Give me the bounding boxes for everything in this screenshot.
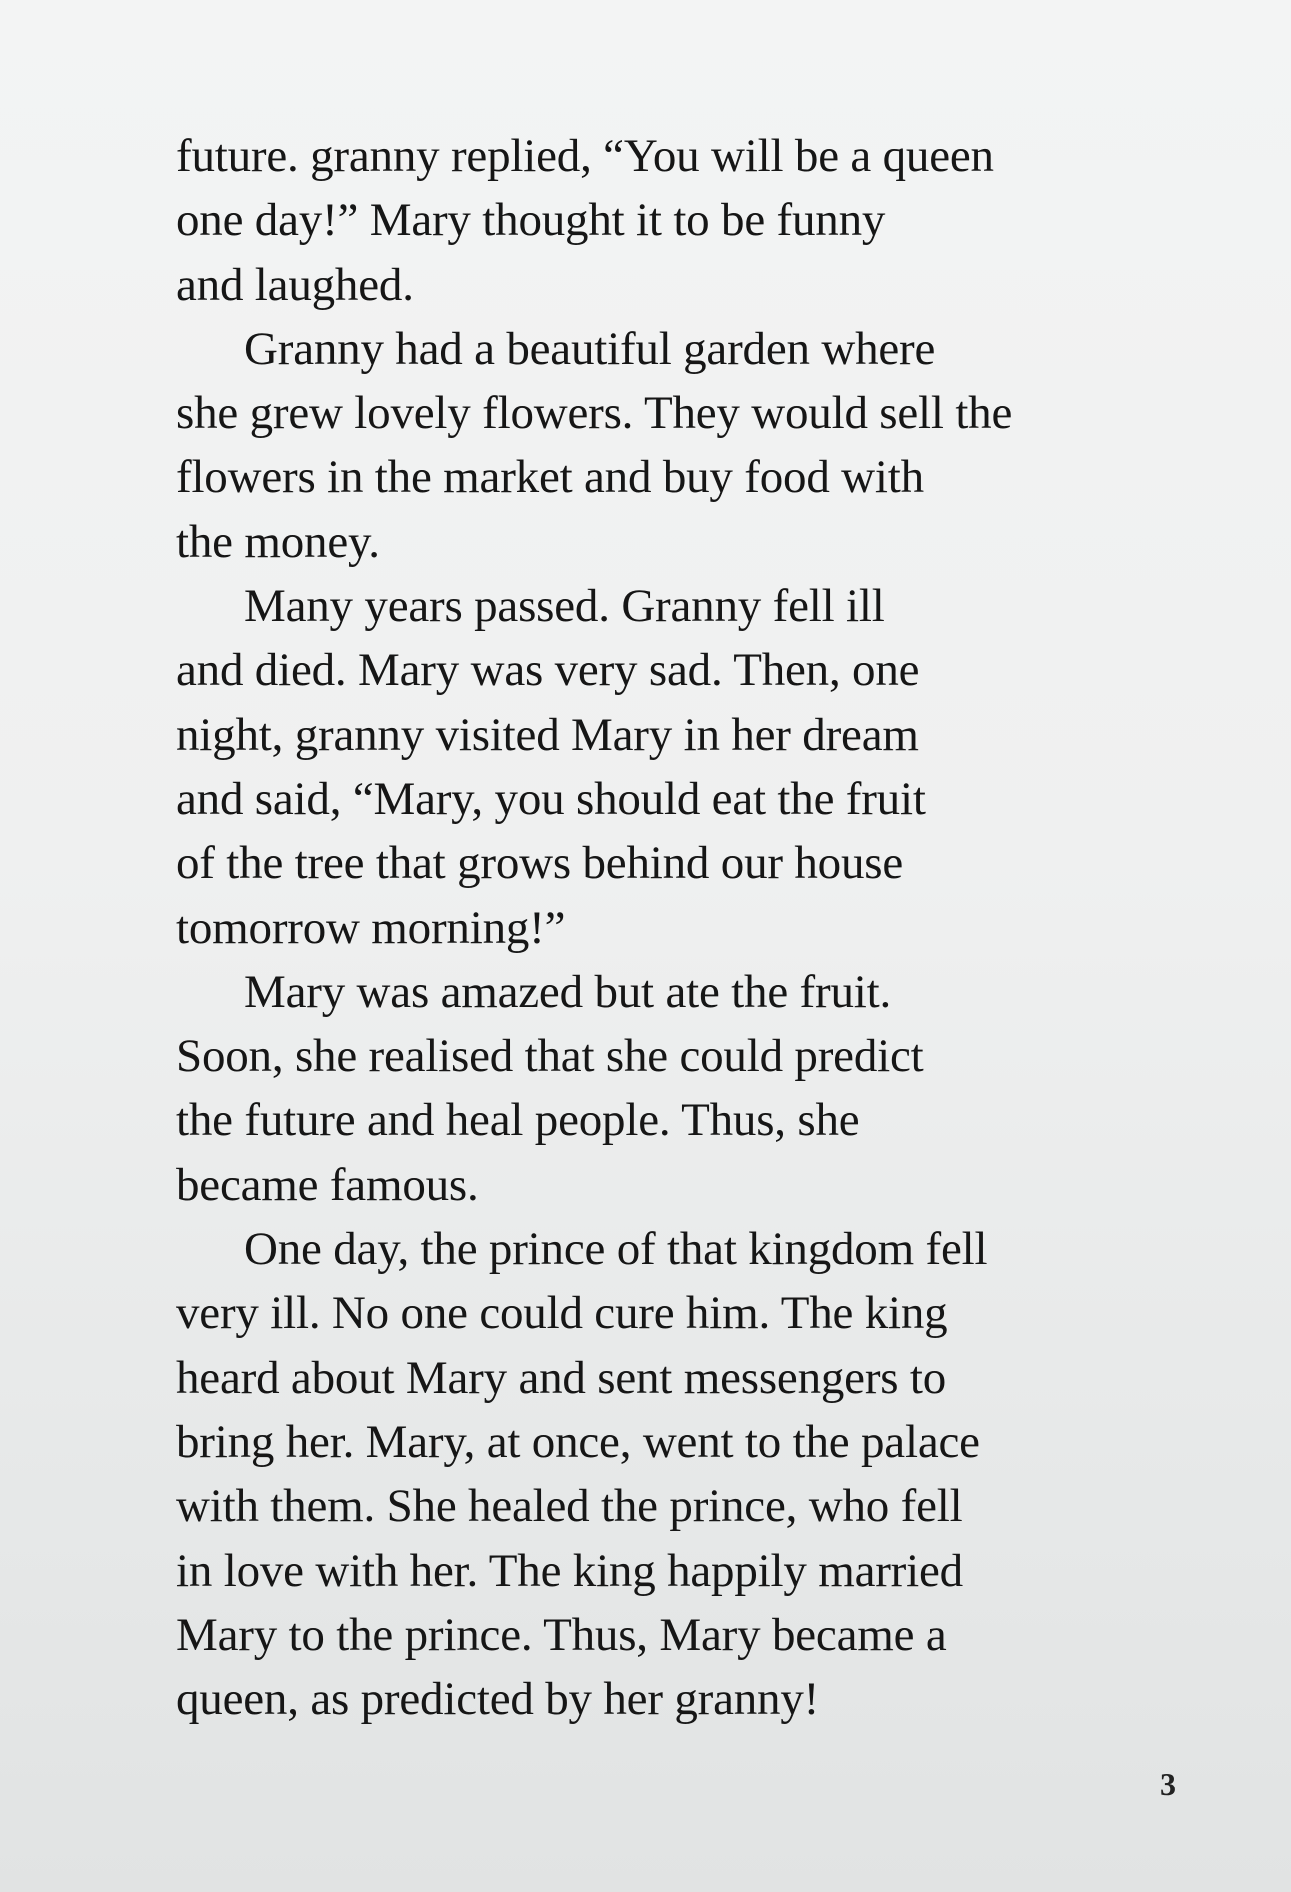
text-line: flowers in the market and buy food with bbox=[176, 451, 924, 504]
text-line: Mary was amazed but ate the fruit. bbox=[244, 965, 892, 1018]
text-line: Soon, she realised that she could predict bbox=[176, 1030, 924, 1083]
paragraph bbox=[176, 1217, 1176, 1731]
paragraph bbox=[176, 317, 1176, 574]
text-line: night, granny visited Mary in her dream bbox=[176, 708, 919, 761]
text-line: one day!” Mary thought it to be funny bbox=[176, 194, 886, 247]
text-line: became famous. bbox=[176, 1158, 479, 1211]
text-line: and laughed. bbox=[176, 258, 414, 311]
text-line: and died. Mary was very sad. Then, one bbox=[176, 644, 920, 697]
story-text bbox=[176, 124, 1176, 1731]
text-line: heard about Mary and sent messengers to bbox=[176, 1351, 947, 1404]
paragraph bbox=[176, 124, 1176, 317]
text-line: very ill. No one could cure him. The king bbox=[176, 1287, 948, 1340]
text-line: the money. bbox=[176, 515, 380, 568]
text-line: future. granny replied, “You will be a queen bbox=[176, 130, 994, 182]
text-line: she grew lovely flowers. They would sell the bbox=[176, 387, 1013, 440]
text-line: tomorrow morning!” bbox=[176, 901, 566, 954]
paragraph bbox=[176, 574, 1176, 960]
text-line: bring her. Mary, at once, went to the palace bbox=[176, 1415, 980, 1468]
text-line: Granny had a beautiful garden where bbox=[244, 322, 936, 375]
text-line: One day, the prince of that kingdom fell bbox=[244, 1223, 988, 1276]
text-line: queen, as predicted by her granny! bbox=[176, 1673, 820, 1726]
text-line: and said, “Mary, you should eat the fruit bbox=[176, 772, 926, 825]
paragraph bbox=[176, 960, 1176, 1217]
text-line: Mary to the prince. Thus, Mary became a bbox=[176, 1608, 947, 1661]
page-number: 3 bbox=[1160, 1766, 1176, 1802]
text-line: Many years passed. Granny fell ill bbox=[244, 580, 885, 633]
text-line: with them. She healed the prince, who fell bbox=[176, 1480, 963, 1533]
text-line: the future and heal people. Thus, she bbox=[176, 1094, 860, 1147]
text-line: in love with her. The king happily married bbox=[176, 1544, 963, 1597]
text-line: of the tree that grows behind our house bbox=[176, 837, 904, 890]
